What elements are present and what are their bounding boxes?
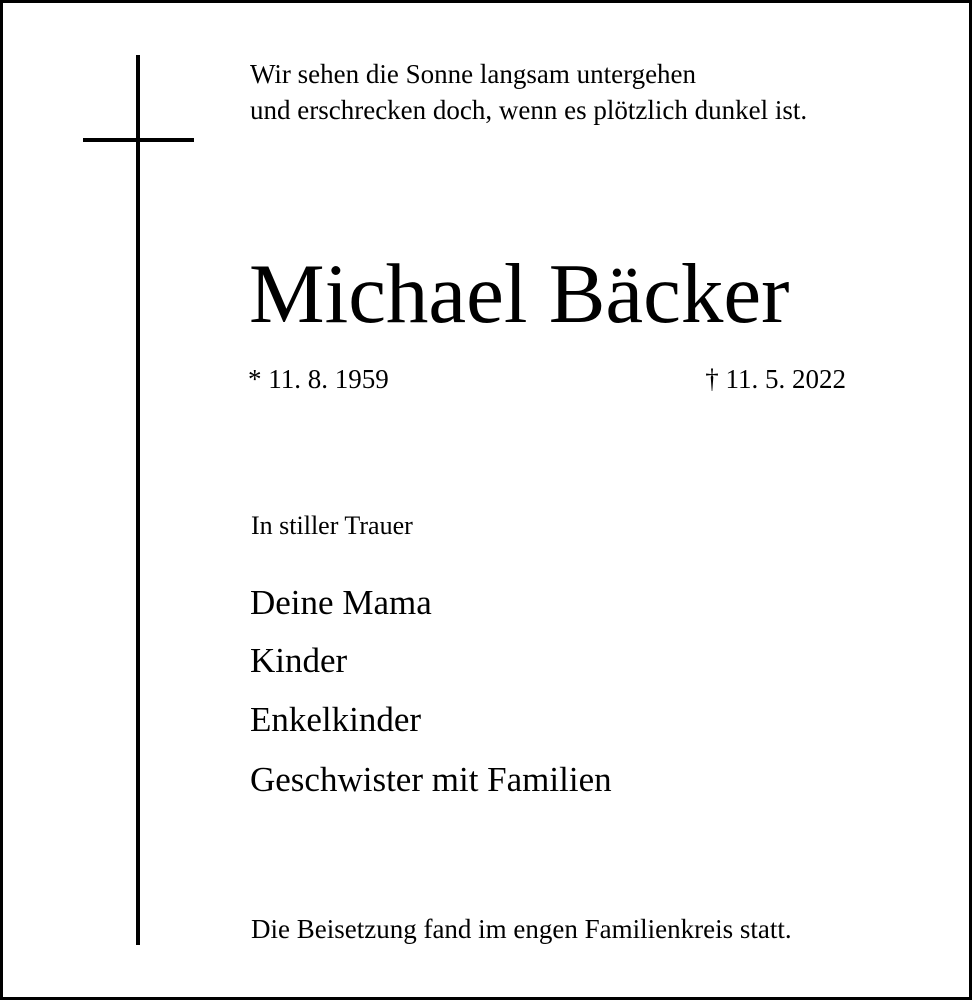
death-date: † 11. 5. 2022 <box>705 364 846 394</box>
mourning-label: In stiller Trauer <box>251 511 413 540</box>
birth-date: * 11. 8. 1959 <box>248 364 389 394</box>
deceased-name: Michael Bäcker <box>249 247 790 341</box>
cross-vertical-bar <box>136 55 140 945</box>
mourner-item: Deine Mama <box>250 583 432 622</box>
mourner-item: Kinder <box>250 641 348 680</box>
mourner-item: Enkelkinder <box>250 700 422 739</box>
quote-line-1: Wir sehen die Sonne langsam untergehen <box>250 59 697 89</box>
quote-line-2: und erschrecken doch, wenn es plötzlich dunkel ist. <box>250 95 808 125</box>
burial-note: Die Beisetzung fand im engen Familienkreis statt. <box>251 914 792 944</box>
cross-horizontal-bar <box>83 138 194 142</box>
mourner-item: Geschwister mit Familien <box>250 760 612 799</box>
